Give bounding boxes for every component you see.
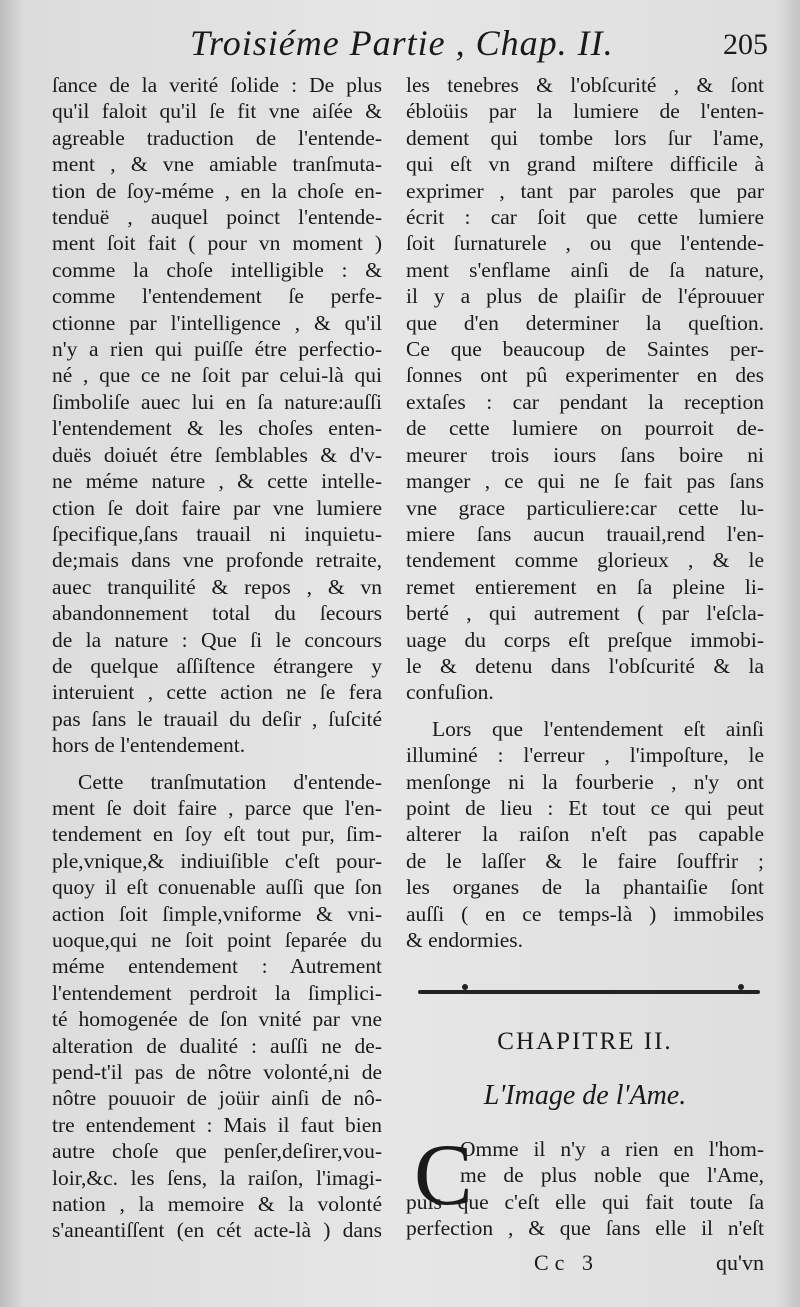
text-line: comme l'entendement ſe perfe-	[52, 284, 382, 309]
text-line: meurer trois iours ſans boire ni	[406, 442, 764, 467]
text-line: de quelque aſſiſtence étrangere y	[52, 653, 382, 678]
left-paragraph-2	[52, 769, 382, 1244]
left-paragraph-1	[52, 72, 382, 759]
text-line: ſoit ſurnaturele , ou que l'entende-	[406, 231, 764, 256]
text-line: ction ſe doit faire par vne lumiere	[52, 495, 382, 520]
text-line: auec tranquilité & repos , & vn	[52, 574, 382, 599]
text-line: les organes de la phantaiſie ſont	[406, 875, 764, 900]
text-line: uoque,qui ne ſoit point ſeparée du	[52, 928, 382, 952]
text-line: confuſion.	[406, 680, 494, 705]
text-line: quoy il eſt conuenable auſſi que ſon	[52, 875, 382, 900]
text-line: tenduë , auquel poinct l'entende-	[52, 205, 382, 230]
text-line: nôtre pouuoir de joüir ainſi de nô-	[52, 1086, 382, 1111]
running-title: Troisiéme Partie , Chap. II.	[190, 23, 614, 63]
text-line: ment ſoit fait ( pour vn moment )	[52, 231, 382, 256]
signature-mark: Cc 3	[534, 1250, 599, 1275]
text-line: n'y a rien qui puiſſe étre perfectio-	[52, 337, 382, 362]
text-line: ment , & vne amiable tranſmuta-	[52, 152, 382, 177]
text-line: dement qui tombe lors ſur l'ame,	[406, 125, 764, 150]
page-footer	[406, 1250, 764, 1280]
text-line: uage du corps eſt preſque immobi-	[406, 627, 764, 652]
text-line: ple,vnique,& indiuiſible c'eſt pour-	[52, 848, 382, 873]
text-line: duës doiuét étre ſemblables & d'v-	[52, 442, 382, 467]
text-line: ſance de la verité ſolide : De plus	[52, 73, 382, 97]
text-line: le & detenu dans l'obſcurité & la	[406, 653, 764, 678]
text-line: loir,&c. les ſens, la raiſon, l'imagi-	[52, 1165, 382, 1190]
chapter-text-line: perfection , & que ſans elle il n'eſt	[406, 1216, 764, 1241]
text-line: & endormies.	[406, 928, 524, 952]
text-line: alterer la raiſon n'eſt pas capable	[406, 822, 764, 847]
text-line: té homogenée de ſon vnité par vne	[52, 1007, 382, 1032]
text-line: méme entendement : Autrement	[52, 954, 382, 979]
text-line: hors de l'entendement.	[52, 733, 246, 758]
text-line: abandonnement total du ſecours	[52, 601, 382, 626]
text-line: interuient , cette action ne ſe fera	[52, 680, 382, 705]
right-column	[406, 72, 764, 953]
text-line: ment s'enflame ainſi de ſa nature,	[406, 257, 764, 282]
rule-ornament	[738, 984, 744, 990]
text-line: tendement en ſoy eſt tout pur, ſim-	[52, 822, 382, 847]
page-header	[0, 22, 800, 72]
text-line: écrit : car ſoit que cette lumiere	[406, 205, 764, 230]
text-line: manger , ce qui ne ſe fait pas ſans	[406, 469, 764, 494]
text-line: de la nature : Que ſi le concours	[52, 627, 382, 652]
text-line: l'entendement perdroit la ſimplici-	[52, 980, 382, 1005]
chapter-body	[406, 1127, 764, 1242]
chapter-text-line: Omme il n'y a rien en l'hom-	[460, 1137, 764, 1161]
page-number: 205	[723, 28, 768, 61]
text-line: de cette lumiere on pourroit de-	[406, 416, 764, 441]
text-line: ne méme nature , & cette intelle-	[52, 469, 382, 494]
text-line: exprimer , tant par paroles que par	[406, 178, 764, 203]
rule-ornament	[462, 984, 468, 990]
text-line: ment ſe doit faire , parce que l'en-	[52, 795, 382, 820]
text-line: remet entierement en ſa pleine li-	[406, 574, 764, 599]
text-line: tion de ſoy-méme , en la choſe en-	[52, 178, 382, 203]
text-line: qui eſt vn grand miſtere difficile à	[406, 152, 764, 177]
text-line: tre entendement : Mais il faut bien	[52, 1112, 382, 1137]
section-divider-rule	[418, 990, 760, 994]
text-line: Lors que l'entendement eſt ainſi	[432, 716, 764, 741]
text-line: vne grace particuliere:car cette lu-	[406, 495, 764, 520]
text-line: l'entendement & les choſes enten-	[52, 416, 382, 441]
text-line: pas ſans le trauail du deſir , ſuſcité	[52, 706, 382, 731]
text-line: auſſi ( en ce temps-là ) immobiles	[406, 901, 764, 926]
chapter-heading: CHAPITRE II.	[497, 1028, 673, 1055]
text-line: ſpecifique,ſans trauail ni inquietu-	[52, 521, 382, 546]
text-line: Cette tranſmutation d'entende-	[78, 769, 382, 794]
text-line: berté , qui autrement ( par l'eſcla-	[406, 601, 764, 626]
text-line: alteration de dualité : auſſi ne de-	[52, 1033, 382, 1058]
text-line: action ſoit ſimple,vniforme & vni-	[52, 901, 382, 926]
text-line: les tenebres & l'obſcurité , & ſont	[406, 73, 764, 97]
catchword: qu'vn	[716, 1250, 764, 1275]
text-line: né , que ce ne ſoit par celui-là qui	[52, 363, 382, 388]
text-line: Ce que beaucoup de Saintes per-	[406, 337, 764, 362]
drop-cap-initial: C	[414, 1127, 473, 1224]
text-line: autre choſe que penſer,deſirer,vou-	[52, 1139, 382, 1164]
right-paragraph-2	[406, 716, 764, 954]
chapter-text-line: me de plus noble que l'Ame,	[460, 1163, 764, 1188]
text-line: point de lieu : Et tout ce qui peut	[406, 795, 764, 820]
right-paragraph-1	[406, 72, 764, 706]
text-line: de;mais dans vne profonde retraite,	[52, 548, 382, 573]
text-line: qu'il faloit qu'il ſe fit vne aiſée &	[52, 99, 382, 124]
text-line: de le laſſer & le faire ſouffrir ;	[406, 848, 764, 873]
text-line: illuminé : l'erreur , l'impoſture, le	[406, 743, 764, 768]
text-line: ſonnes ont pû experimenter en des	[406, 363, 764, 388]
chapter-text-line: puis que c'eſt elle qui fait toute ſa	[406, 1189, 764, 1214]
left-column	[52, 72, 382, 1244]
text-line: ſimboliſe auec lui en ſa nature:auſſi	[52, 389, 382, 414]
text-line: pend-t'il pas de nôtre volonté,ni de	[52, 1060, 382, 1085]
text-line: tendement comme glorieux , & le	[406, 548, 764, 573]
text-line: miere ſans aucun trauail,rend l'en-	[406, 521, 764, 546]
text-line: nation , la memoire & la volonté	[52, 1192, 382, 1217]
chapter-body-lines	[406, 1127, 764, 1242]
chapter-subtitle: L'Image de l'Ame.	[483, 1080, 687, 1111]
text-line: extaſes : car pendant la reception	[406, 389, 764, 414]
text-line: ctionne par l'intelligence , & qu'il	[52, 310, 382, 335]
text-line: comme la choſe intelligible : &	[52, 257, 382, 282]
text-line: s'aneantiſſent (en cét acte-là ) dans	[52, 1218, 382, 1243]
text-line: il y a plus de plaiſir de l'éprouuer	[406, 284, 764, 309]
text-line: ébloüis par la lumiere de l'enten-	[406, 99, 764, 124]
text-line: menſonge ni la fourberie , n'y ont	[406, 769, 764, 794]
text-line: agreable traduction de l'entende-	[52, 125, 382, 150]
text-line: que d'en determiner la queſtion.	[406, 310, 764, 335]
